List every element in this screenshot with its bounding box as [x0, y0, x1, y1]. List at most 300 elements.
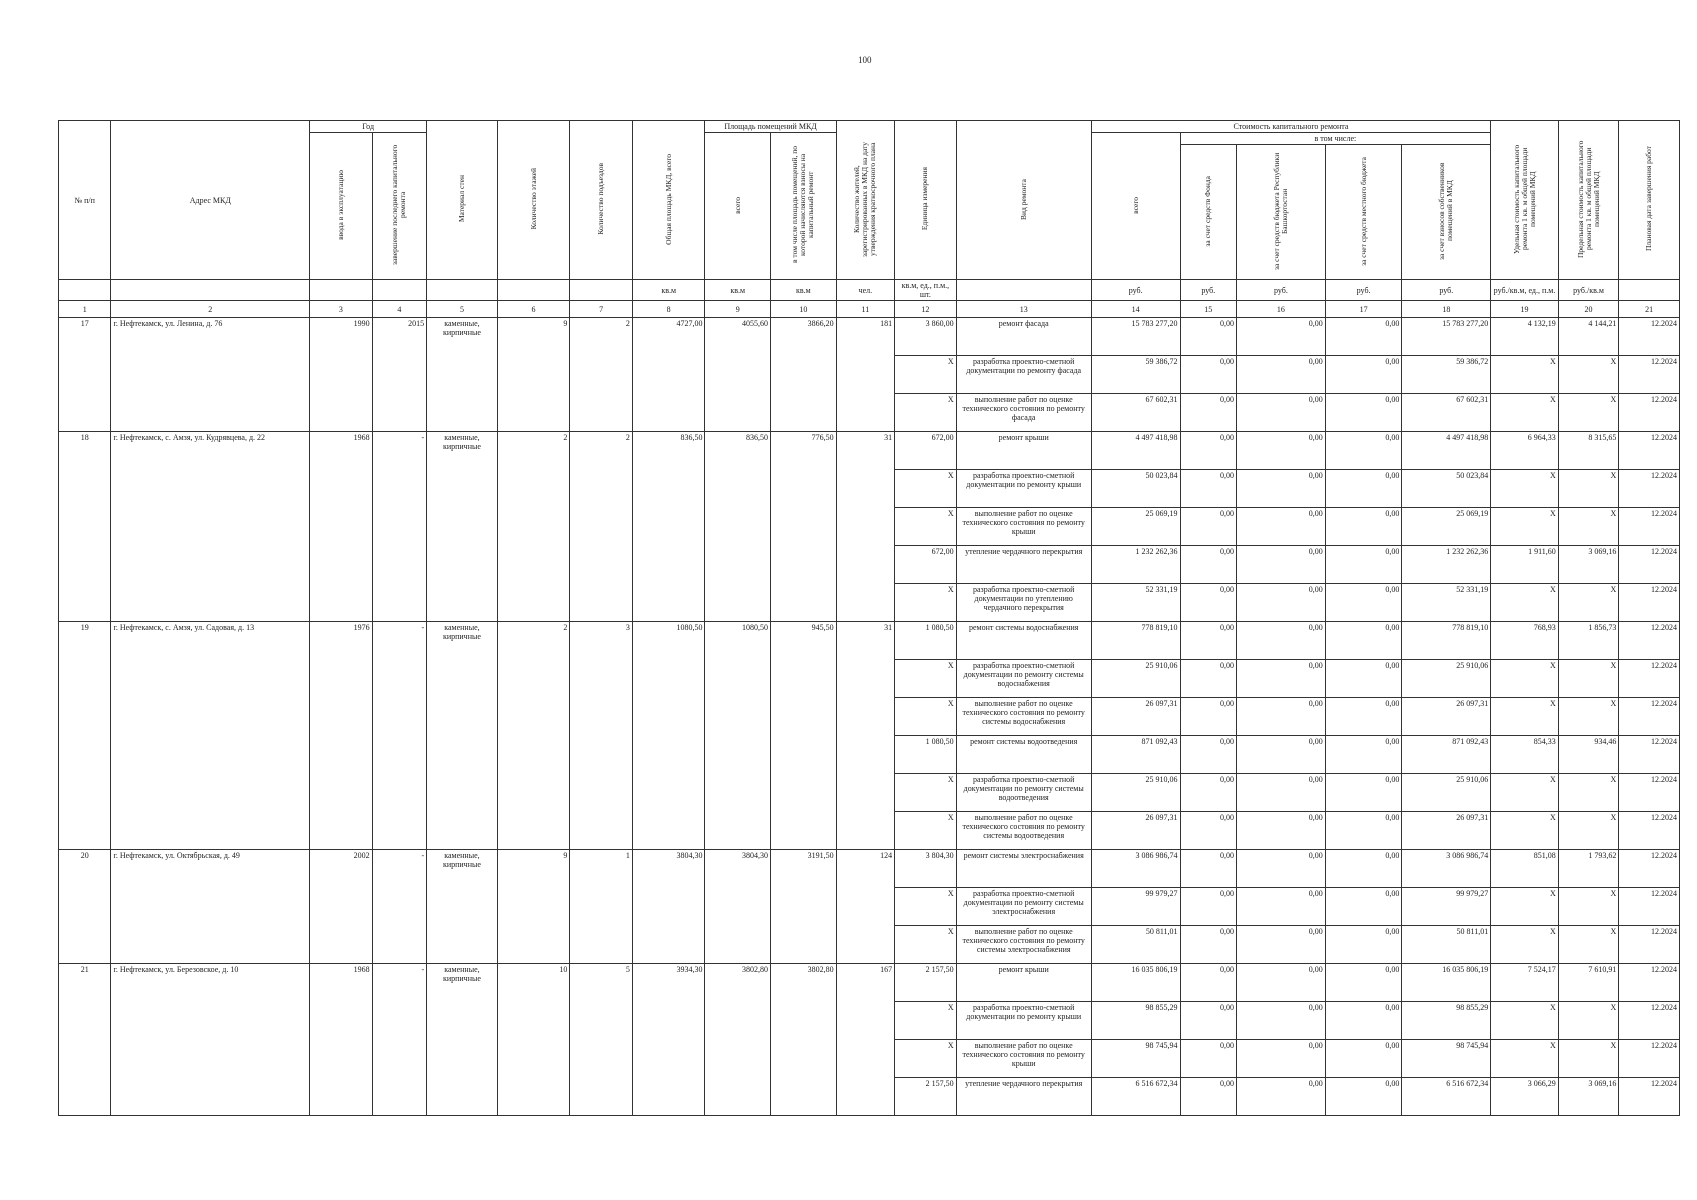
work-type: ремонт системы электроснабжения	[956, 850, 1091, 888]
work-qty: X	[895, 926, 957, 964]
house-material: каменные, кирпичные	[427, 850, 498, 964]
work-plan-date: 12.2024	[1619, 394, 1680, 432]
work-qty: 672,00	[895, 432, 957, 470]
work-fund: 0,00	[1180, 1078, 1236, 1116]
unit-c8: кв.м	[632, 280, 705, 301]
work-owners: 98 855,29	[1402, 1002, 1491, 1040]
work-fund: 0,00	[1180, 812, 1236, 850]
work-unit-cost: X	[1491, 470, 1559, 508]
work-rb-budget: 0,00	[1237, 660, 1326, 698]
house-area-fee: 945,50	[771, 622, 837, 850]
work-rb-budget: 0,00	[1237, 812, 1326, 850]
work-owners: 3 086 986,74	[1402, 850, 1491, 888]
work-total: 98 745,94	[1091, 1040, 1180, 1078]
work-max-cost: X	[1558, 356, 1619, 394]
work-rb-budget: 0,00	[1237, 964, 1326, 1002]
work-fund: 0,00	[1180, 622, 1236, 660]
work-unit-cost: X	[1491, 698, 1559, 736]
work-type: ремонт фасада	[956, 318, 1091, 356]
work-local-budget: 0,00	[1325, 926, 1402, 964]
work-type: ремонт системы водоснабжения	[956, 622, 1091, 660]
th-cost-group: Стоимость капитального ремонта	[1091, 121, 1490, 133]
work-fund: 0,00	[1180, 1040, 1236, 1078]
table-row	[59, 850, 1680, 888]
work-rb-budget: 0,00	[1237, 1078, 1326, 1116]
work-local-budget: 0,00	[1325, 850, 1402, 888]
work-local-budget: 0,00	[1325, 736, 1402, 774]
th-local-budget: за счет средств местного бюджета	[1325, 145, 1402, 280]
work-plan-date: 12.2024	[1619, 584, 1680, 622]
th-wall-material: Материал стен	[427, 121, 498, 280]
house-total-area: 4727,00	[632, 318, 705, 432]
house-floors: 10	[497, 964, 570, 1116]
work-max-cost: 934,46	[1558, 736, 1619, 774]
work-qty: X	[895, 508, 957, 546]
unit-c11: чел.	[836, 280, 895, 301]
work-max-cost: X	[1558, 1002, 1619, 1040]
house-year-repair: -	[372, 622, 426, 850]
work-rb-budget: 0,00	[1237, 888, 1326, 926]
work-owners: 67 602,31	[1402, 394, 1491, 432]
house-total-area: 3934,30	[632, 964, 705, 1116]
unit-c15: руб.	[1180, 280, 1236, 301]
column-index: 10	[771, 301, 837, 318]
work-max-cost: 4 144,21	[1558, 318, 1619, 356]
th-residents: Количество жителей, зарегистрированных в МКД на дату утверждения краткосрочного плана	[836, 121, 895, 280]
house-no: 20	[59, 850, 111, 964]
th-no: № п/п	[59, 121, 111, 280]
work-fund: 0,00	[1180, 660, 1236, 698]
work-total: 99 979,27	[1091, 888, 1180, 926]
work-owners: 26 097,31	[1402, 698, 1491, 736]
work-plan-date: 12.2024	[1619, 508, 1680, 546]
work-rb-budget: 0,00	[1237, 394, 1326, 432]
work-rb-budget: 0,00	[1237, 736, 1326, 774]
work-fund: 0,00	[1180, 964, 1236, 1002]
unit-c18: руб.	[1402, 280, 1491, 301]
work-local-budget: 0,00	[1325, 318, 1402, 356]
house-address: г. Нефтекамск, с. Амзя, ул. Садовая, д. 13	[111, 622, 310, 850]
house-material: каменные, кирпичные	[427, 622, 498, 850]
th-floors: Количество этажей	[497, 121, 570, 280]
work-total: 15 783 277,20	[1091, 318, 1180, 356]
work-plan-date: 12.2024	[1619, 698, 1680, 736]
work-unit-cost: 3 066,29	[1491, 1078, 1559, 1116]
th-unit: Единица измерения	[895, 121, 957, 280]
table-row	[59, 432, 1680, 470]
house-year-built: 1968	[310, 964, 373, 1116]
work-local-budget: 0,00	[1325, 1040, 1402, 1078]
work-owners: 50 023,84	[1402, 470, 1491, 508]
house-no: 21	[59, 964, 111, 1116]
house-residents: 31	[836, 432, 895, 622]
work-max-cost: 1 793,62	[1558, 850, 1619, 888]
work-unit-cost: X	[1491, 660, 1559, 698]
work-local-budget: 0,00	[1325, 1078, 1402, 1116]
work-fund: 0,00	[1180, 850, 1236, 888]
work-qty: X	[895, 394, 957, 432]
work-unit-cost: 768,93	[1491, 622, 1559, 660]
column-index: 3	[310, 301, 373, 318]
house-area-fee: 3191,50	[771, 850, 837, 964]
work-type: разработка проектно-сметной документации по утеплению чердачного перекрытия	[956, 584, 1091, 622]
column-index: 12	[895, 301, 957, 318]
work-rb-budget: 0,00	[1237, 508, 1326, 546]
work-plan-date: 12.2024	[1619, 546, 1680, 584]
work-type: выполнение работ по оценке технического состояния по ремонту системы водоотведения	[956, 812, 1091, 850]
work-fund: 0,00	[1180, 318, 1236, 356]
unit-c16: руб.	[1237, 280, 1326, 301]
work-qty: X	[895, 888, 957, 926]
th-including: в том числе:	[1180, 133, 1491, 145]
th-year-last-repair: завершение последнего капитального ремонта	[372, 133, 426, 280]
work-type: разработка проектно-сметной документации по ремонту крыши	[956, 470, 1091, 508]
work-unit-cost: X	[1491, 812, 1559, 850]
work-plan-date: 12.2024	[1619, 926, 1680, 964]
work-type: разработка проектно-сметной документации по ремонту системы водоснабжения	[956, 660, 1091, 698]
work-local-budget: 0,00	[1325, 888, 1402, 926]
work-max-cost: X	[1558, 584, 1619, 622]
house-area-fee: 3802,80	[771, 964, 837, 1116]
work-qty: 672,00	[895, 546, 957, 584]
work-qty: X	[895, 698, 957, 736]
house-area-all: 836,50	[705, 432, 771, 622]
unit-c19: руб./кв.м, ед., п.м.	[1491, 280, 1559, 301]
work-local-budget: 0,00	[1325, 698, 1402, 736]
work-qty: X	[895, 812, 957, 850]
th-address: Адрес МКД	[111, 121, 310, 280]
work-rb-budget: 0,00	[1237, 1040, 1326, 1078]
work-qty: X	[895, 470, 957, 508]
column-index: 6	[497, 301, 570, 318]
work-qty: 1 080,50	[895, 736, 957, 774]
th-plan-date: Плановая дата завершения работ	[1619, 121, 1680, 280]
work-plan-date: 12.2024	[1619, 1002, 1680, 1040]
work-unit-cost: 854,33	[1491, 736, 1559, 774]
work-rb-budget: 0,00	[1237, 774, 1326, 812]
work-rb-budget: 0,00	[1237, 622, 1326, 660]
work-rb-budget: 0,00	[1237, 698, 1326, 736]
table-row	[59, 964, 1680, 1002]
house-year-built: 1976	[310, 622, 373, 850]
work-total: 1 232 262,36	[1091, 546, 1180, 584]
work-type: ремонт крыши	[956, 964, 1091, 1002]
work-type: выполнение работ по оценке технического состояния по ремонту крыши	[956, 1040, 1091, 1078]
column-index: 4	[372, 301, 426, 318]
house-no: 19	[59, 622, 111, 850]
work-local-budget: 0,00	[1325, 812, 1402, 850]
table-row	[59, 318, 1680, 356]
work-owners: 25 910,06	[1402, 774, 1491, 812]
column-index: 16	[1237, 301, 1326, 318]
work-qty: 3 860,00	[895, 318, 957, 356]
work-type: выполнение работ по оценке технического состояния по ремонту системы электроснабжения	[956, 926, 1091, 964]
work-total: 26 097,31	[1091, 812, 1180, 850]
work-type: выполнение работ по оценке технического состояния по ремонту фасада	[956, 394, 1091, 432]
work-plan-date: 12.2024	[1619, 356, 1680, 394]
th-max-cost: Предельная стоимость капитального ремонта 1 кв. м общей площади помещений МКД	[1558, 121, 1619, 280]
work-rb-budget: 0,00	[1237, 1002, 1326, 1040]
work-max-cost: X	[1558, 698, 1619, 736]
work-local-budget: 0,00	[1325, 432, 1402, 470]
work-total: 3 086 986,74	[1091, 850, 1180, 888]
unit-c12: кв.м, ед., п.м., шт.	[895, 280, 957, 301]
column-index: 17	[1325, 301, 1402, 318]
work-total: 25 910,06	[1091, 774, 1180, 812]
work-fund: 0,00	[1180, 1002, 1236, 1040]
house-year-built: 2002	[310, 850, 373, 964]
work-plan-date: 12.2024	[1619, 432, 1680, 470]
work-type: утепление чердачного перекрытия	[956, 1078, 1091, 1116]
work-total: 4 497 418,98	[1091, 432, 1180, 470]
work-rb-budget: 0,00	[1237, 318, 1326, 356]
house-entrances: 3	[570, 622, 633, 850]
work-unit-cost: 1 911,60	[1491, 546, 1559, 584]
th-entrances: Количество подъездов	[570, 121, 633, 280]
work-total: 26 097,31	[1091, 698, 1180, 736]
column-index: 11	[836, 301, 895, 318]
work-local-budget: 0,00	[1325, 508, 1402, 546]
th-premises-included: в том числе площадь помещений, по которой начисляются взносы на капитальный ремонт	[771, 133, 837, 280]
th-rb-budget: за счет средств бюджета Республики Башкортостан	[1237, 145, 1326, 280]
house-address: г. Нефтекамск, с. Амзя, ул. Кудрявцева, д. 22	[111, 432, 310, 622]
work-type: выполнение работ по оценке технического состояния по ремонту системы водоснабжения	[956, 698, 1091, 736]
capital-repair-plan-table	[58, 120, 1680, 1116]
table-body	[59, 318, 1680, 1116]
house-entrances: 5	[570, 964, 633, 1116]
work-rb-budget: 0,00	[1237, 546, 1326, 584]
work-rb-budget: 0,00	[1237, 470, 1326, 508]
column-index: 14	[1091, 301, 1180, 318]
work-unit-cost: 851,08	[1491, 850, 1559, 888]
house-floors: 9	[497, 318, 570, 432]
house-total-area: 836,50	[632, 432, 705, 622]
house-area-fee: 776,50	[771, 432, 837, 622]
work-plan-date: 12.2024	[1619, 736, 1680, 774]
unit-c17: руб.	[1325, 280, 1402, 301]
work-local-budget: 0,00	[1325, 774, 1402, 812]
work-local-budget: 0,00	[1325, 584, 1402, 622]
house-material: каменные, кирпичные	[427, 432, 498, 622]
work-total: 98 855,29	[1091, 1002, 1180, 1040]
th-fund: за счет средств Фонда	[1180, 145, 1236, 280]
work-rb-budget: 0,00	[1237, 356, 1326, 394]
work-qty: X	[895, 660, 957, 698]
work-max-cost: X	[1558, 926, 1619, 964]
work-unit-cost: 7 524,17	[1491, 964, 1559, 1002]
column-index: 19	[1491, 301, 1559, 318]
work-owners: 25 069,19	[1402, 508, 1491, 546]
work-type: утепление чердачного перекрытия	[956, 546, 1091, 584]
house-area-all: 3802,80	[705, 964, 771, 1116]
work-owners: 6 516 672,34	[1402, 1078, 1491, 1116]
column-index: 5	[427, 301, 498, 318]
th-repair-type: Вид ремонта	[956, 121, 1091, 280]
work-max-cost: X	[1558, 812, 1619, 850]
work-local-budget: 0,00	[1325, 660, 1402, 698]
column-index: 9	[705, 301, 771, 318]
house-entrances: 2	[570, 318, 633, 432]
house-total-area: 1080,50	[632, 622, 705, 850]
th-premises-group: Площадь помещений МКД	[705, 121, 836, 133]
work-max-cost: 3 069,16	[1558, 1078, 1619, 1116]
work-fund: 0,00	[1180, 736, 1236, 774]
work-owners: 98 745,94	[1402, 1040, 1491, 1078]
column-index: 8	[632, 301, 705, 318]
work-total: 67 602,31	[1091, 394, 1180, 432]
th-unit-cost: Удельная стоимость капитального ремонта 1 кв. м общей площади помещений МКД	[1491, 121, 1559, 280]
work-owners: 4 497 418,98	[1402, 432, 1491, 470]
work-plan-date: 12.2024	[1619, 1040, 1680, 1078]
work-owners: 15 783 277,20	[1402, 318, 1491, 356]
work-max-cost: 8 315,65	[1558, 432, 1619, 470]
work-local-budget: 0,00	[1325, 394, 1402, 432]
work-owners: 59 386,72	[1402, 356, 1491, 394]
work-max-cost: X	[1558, 508, 1619, 546]
house-residents: 124	[836, 850, 895, 964]
column-index: 15	[1180, 301, 1236, 318]
work-max-cost: X	[1558, 1040, 1619, 1078]
work-total: 16 035 806,19	[1091, 964, 1180, 1002]
work-type: разработка проектно-сметной документации по ремонту системы водоотведения	[956, 774, 1091, 812]
th-owners: за счет взносов собственников помещений в МКД	[1402, 145, 1491, 280]
house-area-fee: 3866,20	[771, 318, 837, 432]
work-qty: X	[895, 584, 957, 622]
work-fund: 0,00	[1180, 774, 1236, 812]
work-rb-budget: 0,00	[1237, 926, 1326, 964]
house-year-built: 1990	[310, 318, 373, 432]
house-material: каменные, кирпичные	[427, 318, 498, 432]
th-year-group: Год	[310, 121, 427, 133]
work-type: разработка проектно-сметной документации по ремонту фасада	[956, 356, 1091, 394]
house-area-all: 1080,50	[705, 622, 771, 850]
house-year-repair: 2015	[372, 318, 426, 432]
house-floors: 2	[497, 432, 570, 622]
work-plan-date: 12.2024	[1619, 470, 1680, 508]
column-index: 20	[1558, 301, 1619, 318]
unit-c20: руб./кв.м	[1558, 280, 1619, 301]
work-qty: X	[895, 774, 957, 812]
work-max-cost: X	[1558, 660, 1619, 698]
work-plan-date: 12.2024	[1619, 964, 1680, 1002]
work-max-cost: X	[1558, 394, 1619, 432]
house-address: г. Нефтекамск, ул. Березовское, д. 10	[111, 964, 310, 1116]
work-unit-cost: X	[1491, 356, 1559, 394]
work-fund: 0,00	[1180, 394, 1236, 432]
work-plan-date: 12.2024	[1619, 812, 1680, 850]
work-fund: 0,00	[1180, 926, 1236, 964]
work-total: 6 516 672,34	[1091, 1078, 1180, 1116]
house-address: г. Нефтекамск, ул. Ленина, д. 76	[111, 318, 310, 432]
house-floors: 2	[497, 622, 570, 850]
work-qty: 3 804,30	[895, 850, 957, 888]
table-row	[59, 622, 1680, 660]
work-fund: 0,00	[1180, 698, 1236, 736]
work-plan-date: 12.2024	[1619, 622, 1680, 660]
work-plan-date: 12.2024	[1619, 850, 1680, 888]
house-entrances: 1	[570, 850, 633, 964]
house-year-repair: -	[372, 964, 426, 1116]
column-index: 13	[956, 301, 1091, 318]
work-unit-cost: X	[1491, 1002, 1559, 1040]
work-unit-cost: X	[1491, 394, 1559, 432]
work-rb-budget: 0,00	[1237, 584, 1326, 622]
work-total: 52 331,19	[1091, 584, 1180, 622]
house-residents: 167	[836, 964, 895, 1116]
work-plan-date: 12.2024	[1619, 1078, 1680, 1116]
page-number: 100	[858, 55, 872, 65]
work-local-budget: 0,00	[1325, 546, 1402, 584]
work-rb-budget: 0,00	[1237, 850, 1326, 888]
house-no: 17	[59, 318, 111, 432]
house-year-repair: -	[372, 432, 426, 622]
house-floors: 9	[497, 850, 570, 964]
work-qty: 2 157,50	[895, 964, 957, 1002]
work-total: 871 092,43	[1091, 736, 1180, 774]
work-qty: X	[895, 1002, 957, 1040]
work-owners: 16 035 806,19	[1402, 964, 1491, 1002]
house-address: г. Нефтекамск, ул. Октябрьская, д. 49	[111, 850, 310, 964]
work-fund: 0,00	[1180, 508, 1236, 546]
house-total-area: 3804,30	[632, 850, 705, 964]
work-owners: 26 097,31	[1402, 812, 1491, 850]
work-local-budget: 0,00	[1325, 1002, 1402, 1040]
work-qty: X	[895, 1040, 957, 1078]
work-max-cost: X	[1558, 470, 1619, 508]
column-index: 2	[111, 301, 310, 318]
work-max-cost: X	[1558, 774, 1619, 812]
work-rb-budget: 0,00	[1237, 432, 1326, 470]
work-max-cost: 7 610,91	[1558, 964, 1619, 1002]
column-index: 1	[59, 301, 111, 318]
units-row	[59, 280, 1680, 301]
work-plan-date: 12.2024	[1619, 888, 1680, 926]
work-type: ремонт системы водоотведения	[956, 736, 1091, 774]
work-owners: 50 811,01	[1402, 926, 1491, 964]
work-fund: 0,00	[1180, 432, 1236, 470]
th-year-commission: ввода в эксплуатацию	[310, 133, 373, 280]
work-max-cost: X	[1558, 888, 1619, 926]
work-fund: 0,00	[1180, 888, 1236, 926]
unit-c10: кв.м	[771, 280, 837, 301]
work-local-budget: 0,00	[1325, 356, 1402, 394]
unit-c14: руб.	[1091, 280, 1180, 301]
work-plan-date: 12.2024	[1619, 774, 1680, 812]
work-fund: 0,00	[1180, 584, 1236, 622]
work-qty: 2 157,50	[895, 1078, 957, 1116]
work-qty: 1 080,50	[895, 622, 957, 660]
work-owners: 52 331,19	[1402, 584, 1491, 622]
house-year-repair: -	[372, 850, 426, 964]
column-index: 7	[570, 301, 633, 318]
work-unit-cost: X	[1491, 1040, 1559, 1078]
work-unit-cost: X	[1491, 774, 1559, 812]
column-index-row	[59, 301, 1680, 318]
work-max-cost: 1 856,73	[1558, 622, 1619, 660]
work-type: разработка проектно-сметной документации по ремонту системы электроснабжения	[956, 888, 1091, 926]
work-plan-date: 12.2024	[1619, 660, 1680, 698]
work-unit-cost: X	[1491, 584, 1559, 622]
work-local-budget: 0,00	[1325, 964, 1402, 1002]
work-unit-cost: X	[1491, 508, 1559, 546]
work-total: 778 819,10	[1091, 622, 1180, 660]
column-index: 21	[1619, 301, 1680, 318]
work-owners: 1 232 262,36	[1402, 546, 1491, 584]
work-local-budget: 0,00	[1325, 622, 1402, 660]
work-fund: 0,00	[1180, 356, 1236, 394]
unit-c9: кв.м	[705, 280, 771, 301]
work-owners: 871 092,43	[1402, 736, 1491, 774]
